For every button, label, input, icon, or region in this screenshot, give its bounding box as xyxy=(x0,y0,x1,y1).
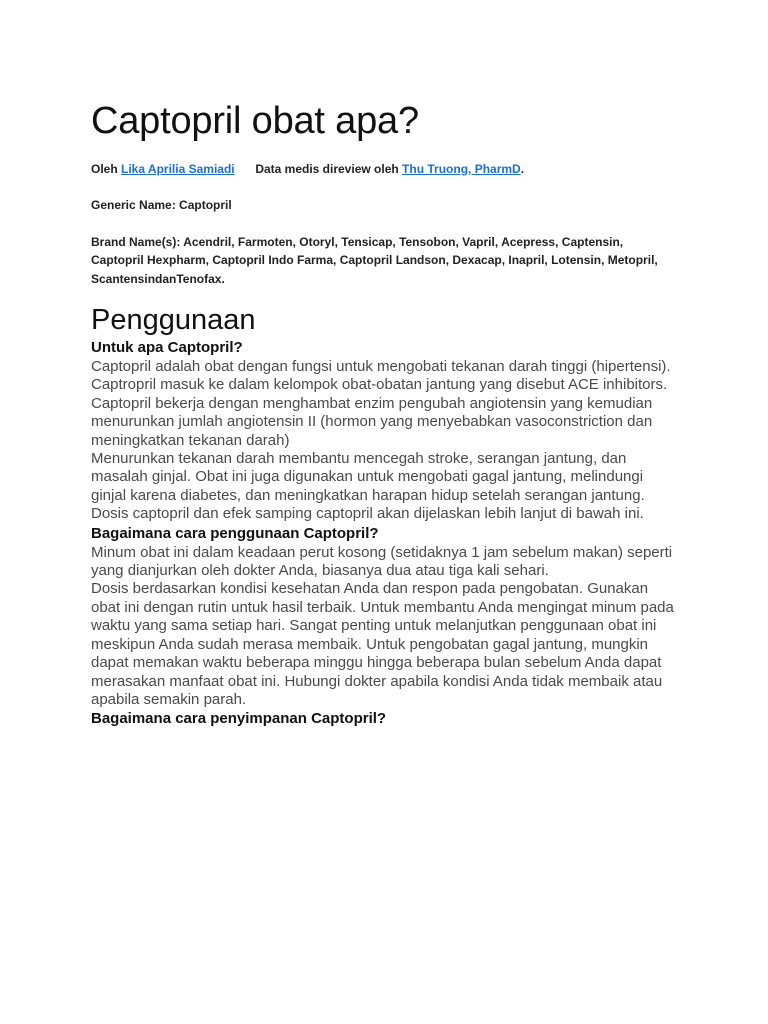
subheading-cara-penggunaan: Bagaimana cara penggunaan Captopril? xyxy=(91,524,379,542)
author-link[interactable]: Lika Aprilia Samiadi xyxy=(121,162,235,176)
review-prefix: Data medis direview oleh xyxy=(255,162,399,176)
paragraph: Minum obat ini dalam keadaan perut kosong (setidaknya 1 jam sebelum makan) seperti yang dianjurkan oleh dokter Anda, biasanya dua atau tiga kali sehari. xyxy=(91,543,673,580)
paragraph: Dosis berdasarkan kondisi kesehatan Anda dan respon pada pengobatan. Gunakan obat ini dengan rutin untuk hasil terbaik. Untuk membantu Anda mengingat minum pada waktu yang sama setiap hari. Sangat penting untuk melanjutkan penggunaan obat ini meskipun Anda sudah merasa membaik. Untuk pengobatan gagal jantung, mungkin dapat memakan waktu beberapa minggu hingga beberapa bulan sebelum Anda dapat merasakan manfaat obat ini. Hubungi dokter apabila kondisi Anda tidak membaik atau apabila semakin parah. xyxy=(91,580,674,708)
byline-prefix: Oleh xyxy=(91,162,118,176)
page-title: Captopril obat apa? xyxy=(91,100,419,142)
reviewer-link[interactable]: Thu Truong, PharmD xyxy=(402,162,521,176)
paragraph: Captopril adalah obat dengan fungsi untuk mengobati tekanan darah tinggi (hipertensi). Captropril masuk ke dalam kelompok obat-obatan jantung yang disebut ACE inhibitors. Captopril bekerja dengan menghambat enzim pengubah angiotensin yang kemudian menurunkan jumlah angiotensin II (hormon yang menyebabkan vasoconstriction dan meningkatkan tekanan darah) xyxy=(91,358,671,449)
brand-names: Brand Name(s): Acendril, Farmoten, Otoryl, Tensicap, Tensobon, Vapril, Acepress, Captensin, Captopril Hexpharm, Captopril Indo Farma, Captopril Landson, Dexacap, Inapril, Lotensin, Metopril, ScantensindanTenofax. xyxy=(91,234,658,286)
subheading-cara-penyimpanan: Bagaimana cara penyimpanan Captopril? xyxy=(91,710,387,728)
generic-name: Generic Name: Captopril xyxy=(91,198,232,212)
paragraph: Menurunkan tekanan darah membantu mencegah stroke, serangan jantung, dan masalah ginjal. Obat ini juga digunakan untuk mengobati gagal jantung, melindungi ginjal karena diabetes, dan meningkatkan harapan hidup setelah serangan jantung. xyxy=(91,450,645,504)
paragraph: Dosis captopril dan efek samping captopril akan dijelaskan lebih lanjut di bawah ini. xyxy=(91,505,644,523)
byline-period: . xyxy=(520,162,525,176)
section-heading-penggunaan: Penggunaan xyxy=(91,304,256,336)
subheading-untuk-apa: Untuk apa Captopril? xyxy=(91,339,243,356)
byline xyxy=(91,160,678,178)
